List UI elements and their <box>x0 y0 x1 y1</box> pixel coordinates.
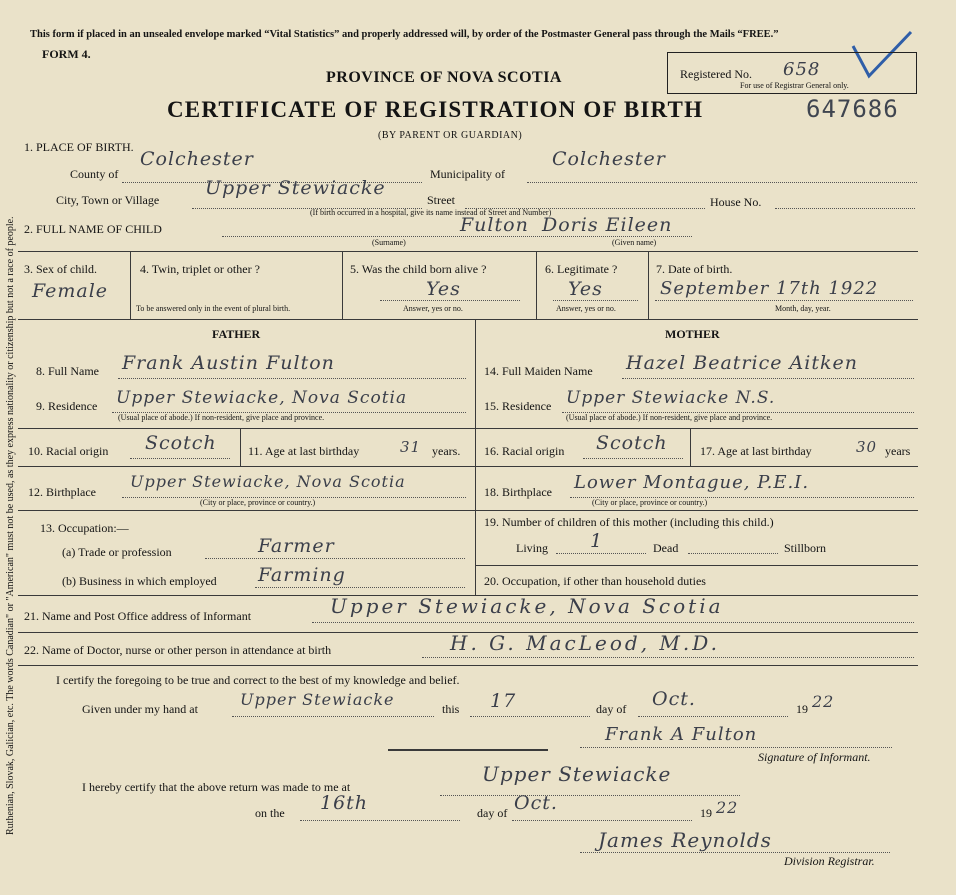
attendant-label: 22. Name of Doctor, nurse or other person in attendance at birth <box>24 643 332 657</box>
father-trade-label: (a) Trade or profession <box>62 545 172 559</box>
mother-occupation-label: 20. Occupation, if other than household duties <box>484 574 706 588</box>
mother-name-label: 14. Full Maiden Name <box>484 364 593 378</box>
on-day-value: 16th <box>320 792 369 814</box>
on-the-label: on the <box>255 806 285 820</box>
father-age-label: 11. Age at last birthday <box>248 444 360 458</box>
mother-racial-label: 16. Racial origin <box>484 444 565 458</box>
city-label: City, Town or Village <box>56 193 160 207</box>
father-residence-label: 9. Residence <box>36 399 98 413</box>
municipality-value: Colchester <box>552 148 666 170</box>
municipality-label: Municipality of <box>430 167 505 181</box>
registration-stamp: 647686 <box>806 95 899 123</box>
county-value: Colchester <box>140 148 254 170</box>
informant-label: 21. Name and Post Office address of Informant <box>24 609 252 623</box>
month2-value: Oct. <box>514 792 558 814</box>
child-name-label: 2. FULL NAME OF CHILD <box>24 222 162 236</box>
certify-statement: I certify the foregoing to be true and correct to the best of my knowledge and belief. <box>56 673 460 687</box>
province-heading: PROVINCE OF NOVA SCOTIA <box>326 69 562 86</box>
form-number: FORM 4. <box>42 47 91 61</box>
father-business-label: (b) Business in which employed <box>62 574 217 588</box>
mother-header: MOTHER <box>665 327 720 341</box>
father-name: Frank Austin Fulton <box>122 352 335 374</box>
day-of-label: day of <box>596 702 627 716</box>
child-given-name: Doris Eileen <box>542 214 673 236</box>
registered-note: For use of Registrar General only. <box>740 81 849 90</box>
margin-note-part: Ruthenian, Slovak, Galician, etc. The words <box>5 658 16 835</box>
father-birthplace: Upper Stewiacke, Nova Scotia <box>130 472 406 491</box>
registrar-label: Division Registrar. <box>784 854 875 868</box>
attendant-value: H. G. MacLeod, M.D. <box>450 631 720 655</box>
mother-age-label: 17. Age at last birthday <box>700 444 812 458</box>
father-birthplace-label: 12. Birthplace <box>28 485 96 499</box>
top-note: This form if placed in an unsealed envelope marked “Vital Statistics” and properly addressed will, by order of the Postmaster General pass through the Mails “FREE.” <box>30 29 779 40</box>
registrar-signature: James Reynolds <box>598 828 772 852</box>
mother-birthplace: Lower Montague, P.E.I. <box>574 472 810 493</box>
registered-box <box>667 52 917 94</box>
twin-label: 4. Twin, triplet or other ? <box>140 262 260 276</box>
mother-name: Hazel Beatrice Aitken <box>626 352 858 374</box>
father-trade: Farmer <box>258 535 335 557</box>
month-value: Oct. <box>652 688 696 710</box>
father-business: Farming <box>258 564 346 586</box>
house-label: House No. <box>710 195 762 209</box>
alive-label: 5. Was the child born alive ? <box>350 262 487 276</box>
sex-label: 3. Sex of child. <box>24 262 97 276</box>
hospital-note: (If birth occurred in a hospital, give its name instead of Street and Number) <box>310 208 552 217</box>
father-residence: Upper Stewiacke, Nova Scotia <box>116 388 408 408</box>
given-at-value: Upper Stewiacke <box>240 690 395 709</box>
given-label: Given under my hand at <box>82 702 198 716</box>
mother-racial: Scotch <box>596 432 668 454</box>
this-label: this <box>442 702 460 716</box>
mother-residence-label: 15. Residence <box>484 399 552 413</box>
mother-years: years <box>885 444 911 458</box>
father-residence-note: (Usual place of abode.) If non-resident, give place and province. <box>118 413 325 422</box>
year2-prefix: 19 <box>700 806 712 820</box>
year-prefix: 19 <box>796 702 808 716</box>
twin-note: To be answered only in the event of plural birth. <box>136 304 291 313</box>
alive-note: Answer, yes or no. <box>403 304 463 313</box>
certificate-subtitle: (BY PARENT OR GUARDIAN) <box>378 130 523 141</box>
given-name-label: (Given name) <box>612 238 657 247</box>
dob-value: September 17th 1922 <box>660 278 879 299</box>
hereby-statement: I hereby certify that the above return was made to me at <box>82 780 351 794</box>
father-name-label: 8. Full Name <box>36 364 99 378</box>
year2-value: 22 <box>716 798 739 817</box>
mother-birthplace-label: 18. Birthplace <box>484 485 552 499</box>
father-header: FATHER <box>212 327 261 341</box>
margin-note <box>5 15 16 835</box>
mother-residence: Upper Stewiacke N.S. <box>566 388 776 408</box>
informant-value: Upper Stewiacke, Nova Scotia <box>330 594 724 618</box>
children-label: 19. Number of children of this mother (including this child.) <box>484 515 774 529</box>
county-label: County of <box>70 167 119 181</box>
father-birthplace-note: (City or place, province or country.) <box>200 498 316 507</box>
registered-label: Registered No. <box>680 67 752 81</box>
year-value: 22 <box>812 692 835 711</box>
city-value: Upper Stewiacke <box>205 177 386 199</box>
living-value: 1 <box>590 530 604 552</box>
father-occupation-label: 13. Occupation:— <box>40 521 129 535</box>
registered-number: 658 <box>783 59 821 80</box>
margin-note-text: Canadian" or "American" must not be used, as they express nationality or citizenship but not a race of people. <box>5 216 16 656</box>
father-age: 31 <box>400 438 422 456</box>
certificate-title: CERTIFICATE OF REGISTRATION OF BIRTH <box>167 97 704 122</box>
this-day-value: 17 <box>490 690 517 712</box>
child-surname: Fulton <box>460 214 529 236</box>
surname-label: (Surname) <box>372 238 406 247</box>
mother-residence-note: (Usual place of abode.) If non-resident, give place and province. <box>566 413 773 422</box>
mother-age: 30 <box>856 438 878 456</box>
place-of-birth-label: 1. PLACE OF BIRTH. <box>24 140 134 154</box>
legitimate-note: Answer, yes or no. <box>556 304 616 313</box>
informant-signature: Frank A Fulton <box>605 724 758 745</box>
father-racial: Scotch <box>145 432 217 454</box>
dead-label: Dead <box>653 541 679 555</box>
sex-value: Female <box>32 280 109 302</box>
living-label: Living <box>516 541 548 555</box>
informant-signature-label: Signature of Informant. <box>758 750 871 764</box>
father-racial-label: 10. Racial origin <box>28 444 109 458</box>
father-years: years. <box>432 444 461 458</box>
legitimate-value: Yes <box>568 278 603 300</box>
mother-birthplace-note: (City or place, province or country.) <box>592 498 708 507</box>
stillborn-label: Stillborn <box>784 541 827 555</box>
alive-value: Yes <box>426 278 461 300</box>
dob-note: Month, day, year. <box>775 304 831 313</box>
street-label: Street <box>427 193 455 207</box>
day-of-label-2: day of <box>477 806 508 820</box>
made-at-value: Upper Stewiacke <box>482 762 672 786</box>
dob-label: 7. Date of birth. <box>656 262 733 276</box>
legitimate-label: 6. Legitimate ? <box>545 262 618 276</box>
